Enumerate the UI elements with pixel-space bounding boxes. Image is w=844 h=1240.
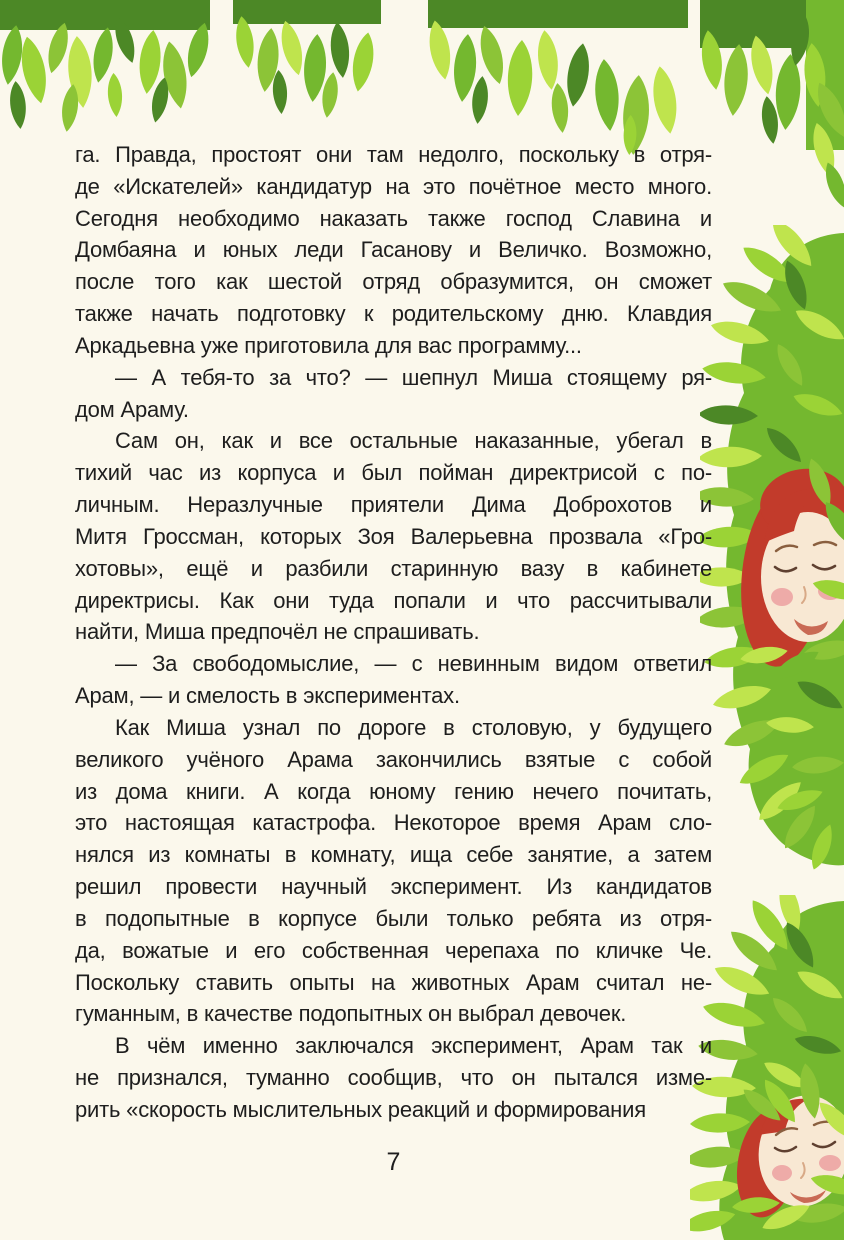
leaf-cluster-left <box>0 0 213 133</box>
right-leaf-bush-upper-illustration <box>700 225 844 870</box>
text-line: личным. Неразлучные приятели Дима Доброхотов и <box>75 492 712 518</box>
text-line: найти, Миша предпочёл не спрашивать. <box>75 619 480 645</box>
text-line: из дома книги. А когда юному гению нечего почитать, <box>75 778 712 804</box>
text-line: Домбаяна и юных леди Гасанову и Величко. Возможно, <box>75 237 712 263</box>
text-line: Митя Гроссман, которых Зоя Валерьевна прозвала «Гро- <box>75 523 712 549</box>
text-line: да, вожатые и его собственная черепаха по кличке Че. <box>75 937 712 963</box>
text-line: га. Правда, простоят они там недолго, поскольку в отря- <box>75 142 712 167</box>
text-line: Поскольку ставить опыты на животных Арам считал не- <box>75 969 712 995</box>
text-line: решил провести научный эксперимент. Из кандидатов <box>75 874 712 900</box>
text-line: — За свободомыслие, — с невинным видом ответил <box>115 651 712 677</box>
text-line: не признался, туманно сообщив, что он пытался изме- <box>75 1065 712 1091</box>
leaf-cluster-mid-left <box>233 0 381 119</box>
leaf-cluster-mid-right <box>425 0 688 156</box>
text-line: директрисы. Как они туда попали и что рассчитывали <box>75 587 712 613</box>
text-line: это настоящая катастрофа. Некоторое время Арам сло- <box>75 810 712 836</box>
text-line: рить «скорость мыслительных реакций и формирования <box>75 1096 646 1122</box>
text-line: нялся из комнаты в комнату, ища себе занятие, а затем <box>75 842 712 868</box>
text-line: гуманным, в качестве подопытных он выбрал девочек. <box>75 1001 627 1027</box>
text-line: Сам он, как и все остальные наказанные, убегал в <box>115 428 712 454</box>
text-line: Аркадьевна уже приготовила для вас программу... <box>75 332 582 358</box>
text-line: после того как шестой отряд образумится, он сможет <box>75 269 712 295</box>
text-line: в подопытные в корпусе были только ребята из отря- <box>75 905 712 931</box>
right-leaf-bush-lower-illustration <box>690 895 844 1240</box>
text-line: В чём именно заключался эксперимент, Арам так и <box>115 1033 712 1059</box>
page-number: 7 <box>386 1148 401 1176</box>
text-line: Сегодня необходимо наказать также господ Славина и <box>75 205 712 231</box>
text-line: Как Миша узнал по дороге в столовую, у будущего <box>115 714 712 740</box>
text-line: тихий час из корпуса и был пойман директрисой с по- <box>75 460 712 486</box>
text-line: дом Араму. <box>75 396 189 422</box>
text-line: также начать подготовку к родительскому дню. Клавдия <box>75 301 712 327</box>
page-text-block <box>75 139 712 1126</box>
text-line: — А тебя-то за что? — шепнул Миша стоящему ря- <box>115 364 712 390</box>
leaf-cluster-top-right-corner <box>698 0 844 210</box>
text-line: Арам, — и смелость в экспериментах. <box>75 683 460 709</box>
text-line: хотовы», ещё и разбили старинную вазу в кабинете <box>75 555 712 581</box>
text-line: великого учёного Арама закончились взятые с собой <box>75 746 712 772</box>
text-line: де «Искателей» кандидатур на это почётное место много. <box>75 173 712 199</box>
